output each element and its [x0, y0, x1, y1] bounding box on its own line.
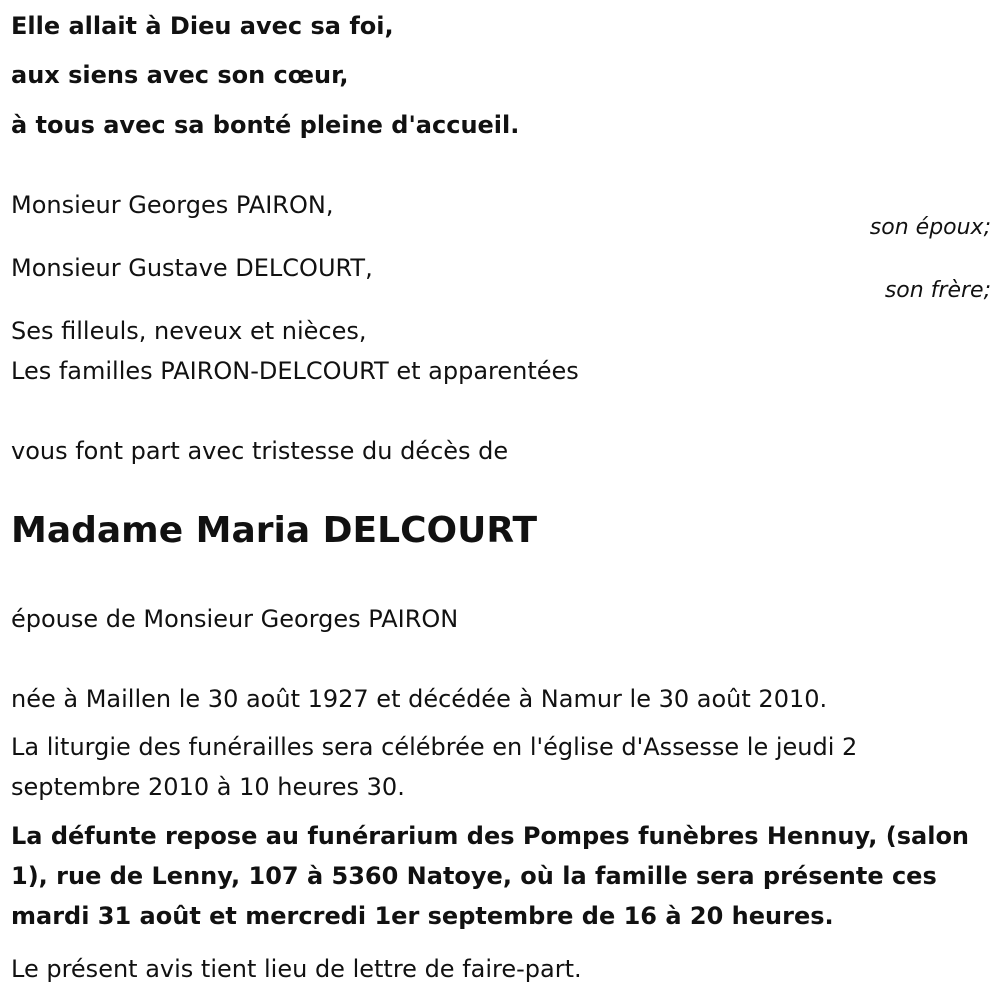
announcement-intro: vous font part avec tristesse du décès de: [11, 437, 509, 465]
families-line: Les familles PAIRON-DELCOURT et apparentées: [11, 357, 579, 385]
brother-relation: son frère;: [884, 278, 991, 303]
deceased-name: Madame Maria DELCOURT: [11, 510, 538, 551]
spouse-of-line: épouse de Monsieur Georges PAIRON: [11, 605, 459, 633]
spouse-relation: son époux;: [869, 215, 991, 240]
poem-line-3: à tous avec sa bonté pleine d'accueil.: [11, 111, 520, 139]
poem-line-1: Elle allait à Dieu avec sa foi,: [11, 12, 394, 40]
godchildren-line: Ses filleuls, neveux et nièces,: [11, 317, 367, 345]
poem-line-2: aux siens avec son cœur,: [11, 61, 349, 89]
spouse-name: Monsieur Georges PAIRON,: [11, 191, 334, 219]
liturgy-paragraph: La liturgie des funérailles sera célébrée en l'église d'Assesse le jeudi 2 septembre 2010 à 10 heures 30.: [11, 733, 858, 801]
birth-death-line: née à Maillen le 30 août 1927 et décédée à Namur le 30 août 2010.: [11, 685, 828, 713]
obituary-notice: [11, 0, 991, 1002]
notice-line: Le présent avis tient lieu de lettre de faire-part.: [11, 955, 582, 983]
brother-name: Monsieur Gustave DELCOURT,: [11, 254, 373, 282]
funeral-home-paragraph: La défunte repose au funérarium des Pompes funèbres Hennuy, (salon 1), rue de Lenny, 107 à 5360 Natoye, où la famille sera présente ces mardi 31 août et mercredi 1er septembre de 16 à 20 heures.: [11, 822, 970, 930]
